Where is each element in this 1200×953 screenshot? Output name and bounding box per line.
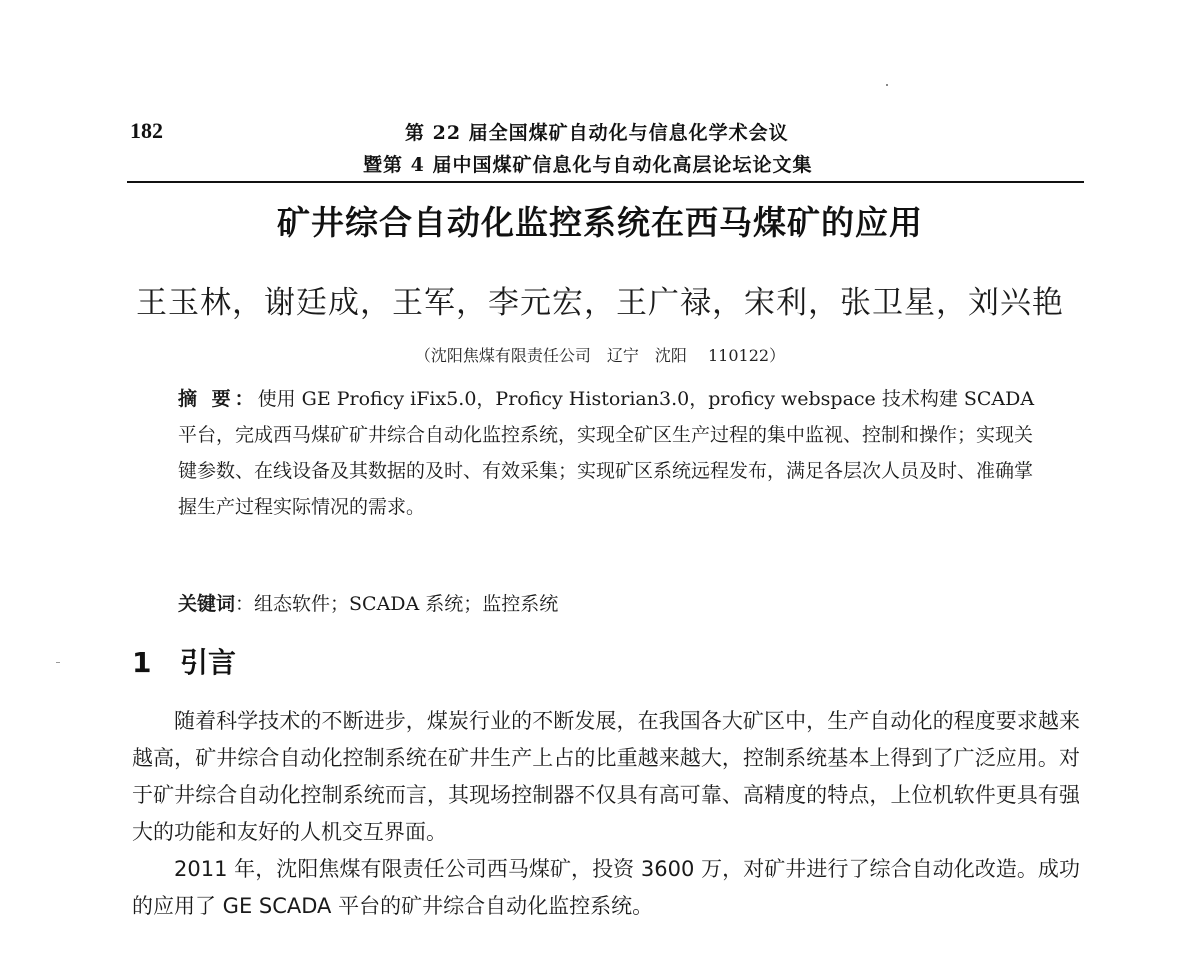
scan-speck: [886, 84, 888, 86]
proceedings-title-line2: 暨第 4 届中国煤矿信息化与自动化高层论坛论文集: [363, 154, 813, 176]
section-body: [132, 703, 1080, 925]
abstract: [178, 381, 1040, 525]
author-list: 王玉林，谢廷成，王军，李元宏，王广禄，宋利，张卫星，刘兴艳: [136, 285, 1064, 321]
body-paragraph: 2011 年，沈阳焦煤有限责任公司西马煤矿，投资 3600 万，对矿井进行了综合自动化改造。成功的应用了 GE SCADA 平台的矿井综合自动化监控系统。: [132, 857, 1080, 918]
body-paragraph: 随着科学技术的不断进步，煤炭行业的不断发展，在我国各大矿区中，生产自动化的程度要求越来越高，矿井综合自动化控制系统在矿井生产上占的比重越来越大，控制系统基本上得到了广泛应用。对于矿井综合自动化控制系统而言，其现场控制器不仅具有高可靠、高精度的特点，上位机软件更具有强大的功能和友好的人机交互界面。: [132, 709, 1080, 844]
proceedings-title-line1: 第 22 届全国煤矿自动化与信息化学术会议: [405, 122, 789, 144]
scan-speck: [56, 662, 60, 663]
section-number: 1: [132, 646, 152, 679]
abstract-label: 摘 要：: [178, 388, 258, 410]
section-heading: [132, 641, 236, 681]
keywords-text: ：组态软件；SCADA 系统；监控系统: [235, 593, 559, 615]
section-title: 引言: [180, 646, 237, 679]
keywords-label: 关键词: [178, 593, 236, 615]
affiliation: （沈阳焦煤有限责任公司 辽宁 沈阳 110122）: [414, 346, 786, 365]
abstract-text: 使用 GE Proficy iFix5.0，Proficy Historian3.0，proficy webspace 技术构建 SCADA 平台，完成西马煤矿矿井综合自动化监控系统，实现全矿区生产过程的集中监视、控制和操作；实现关键参数、在线设备及其数据的及时、有效采集；实现矿区系统远程发布，满足各层次人员及时、准确掌握生产过程实际情况的需求。: [178, 388, 1035, 518]
paper-title: 矿井综合自动化监控系统在西马煤矿的应用: [277, 203, 923, 242]
header-divider: [127, 181, 1084, 183]
keywords: [178, 589, 558, 616]
page-number: 182: [130, 118, 163, 143]
